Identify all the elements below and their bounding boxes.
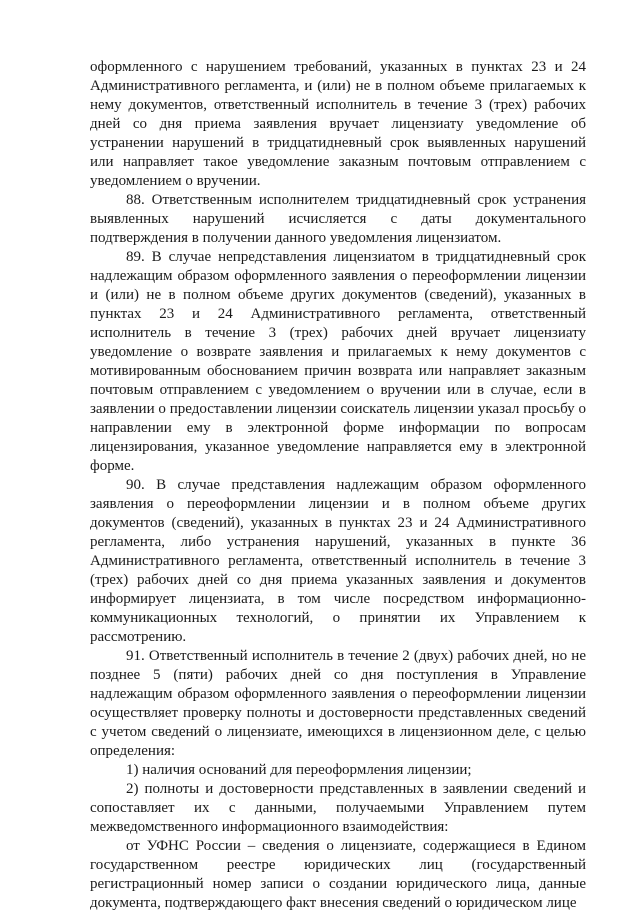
document-body: [90, 58, 586, 913]
paragraph-90: 90. В случае представления надлежащим образом оформленного заявления о переоформлении лицензии и в полном объеме других документов (сведений), указанных в пунктах 23 и 24 Административного регламента, либо устранения нарушений, указанных в пункте 36 Административного регламента, ответственный исполнитель в течение 3 (трех) рабочих дней со дня приема указанных заявления и документов информирует лицензиата, в том числе посредством информационно-коммуникационных технологий, о принятии их Управлением к рассмотрению.: [90, 477, 586, 645]
paragraph-91-item-2: 2) полноты и достоверности представленных в заявлении сведений и сопоставляет их с данными, получаемыми Управлением путем межведомственного информационного взаимодействия:: [90, 781, 586, 835]
paragraph-88: 88. Ответственным исполнителем тридцатидневный срок устранения выявленных нарушений исчисляется с даты документального подтверждения в получении данного уведомления лицензиатом.: [90, 192, 586, 246]
paragraph-continuation: оформленного с нарушением требований, указанных в пунктах 23 и 24 Административного регламента, и (или) не в полном объеме прилагаемых к нему документов, ответственный исполнитель в течение 3 (трех) рабочих дней со дня приема заявления вручает лицензиату уведомление об устранении нарушений в тридцатидневный срок выявленных нарушений или направляет такое уведомление заказным почтовым отправлением с уведомлением о вручении.: [90, 59, 586, 189]
paragraph-89: 89. В случае непредставления лицензиатом в тридцатидневный срок надлежащим образом оформленного заявления о переоформлении лицензии и (или) не в полном объеме других документов (сведений), указанных в пунктах 23 и 24 Административного регламента, ответственный исполнитель в течение 3 (трех) рабочих дней вручает лицензиату уведомление о возврате заявления и прилагаемых к нему документов с мотивированным обоснованием причин возврата или направляет заказным почтовым отправлением с уведомлением о вручении или в случае, если в заявлении о предоставлении лицензии соискатель лицензии указал просьбу о направлении ему в электронной форме информации по вопросам лицензирования, указанное уведомление направляется ему в электронной форме.: [90, 249, 586, 474]
paragraph-91: 91. Ответственный исполнитель в течение 2 (двух) рабочих дней, но не позднее 5 (пяти) рабочих дней со дня поступления в Управление надлежащим образом оформленного заявления о переоформлении лицензии осуществляет проверку полноты и достоверности представленных сведений с учетом сведений о лицензиате, имеющихся в лицензионном деле, с целью определения:: [90, 648, 586, 759]
paragraph-91-item-3: от УФНС России – сведения о лицензиате, содержащиеся в Едином государственном реестре юридических лиц (государственный регистрационный номер записи о создании юридического лица, данные документа, подтверждающего факт внесения сведений о юридическом лице: [90, 838, 586, 911]
paragraph-91-item-1: 1) наличия оснований для переоформления лицензии;: [126, 762, 472, 778]
